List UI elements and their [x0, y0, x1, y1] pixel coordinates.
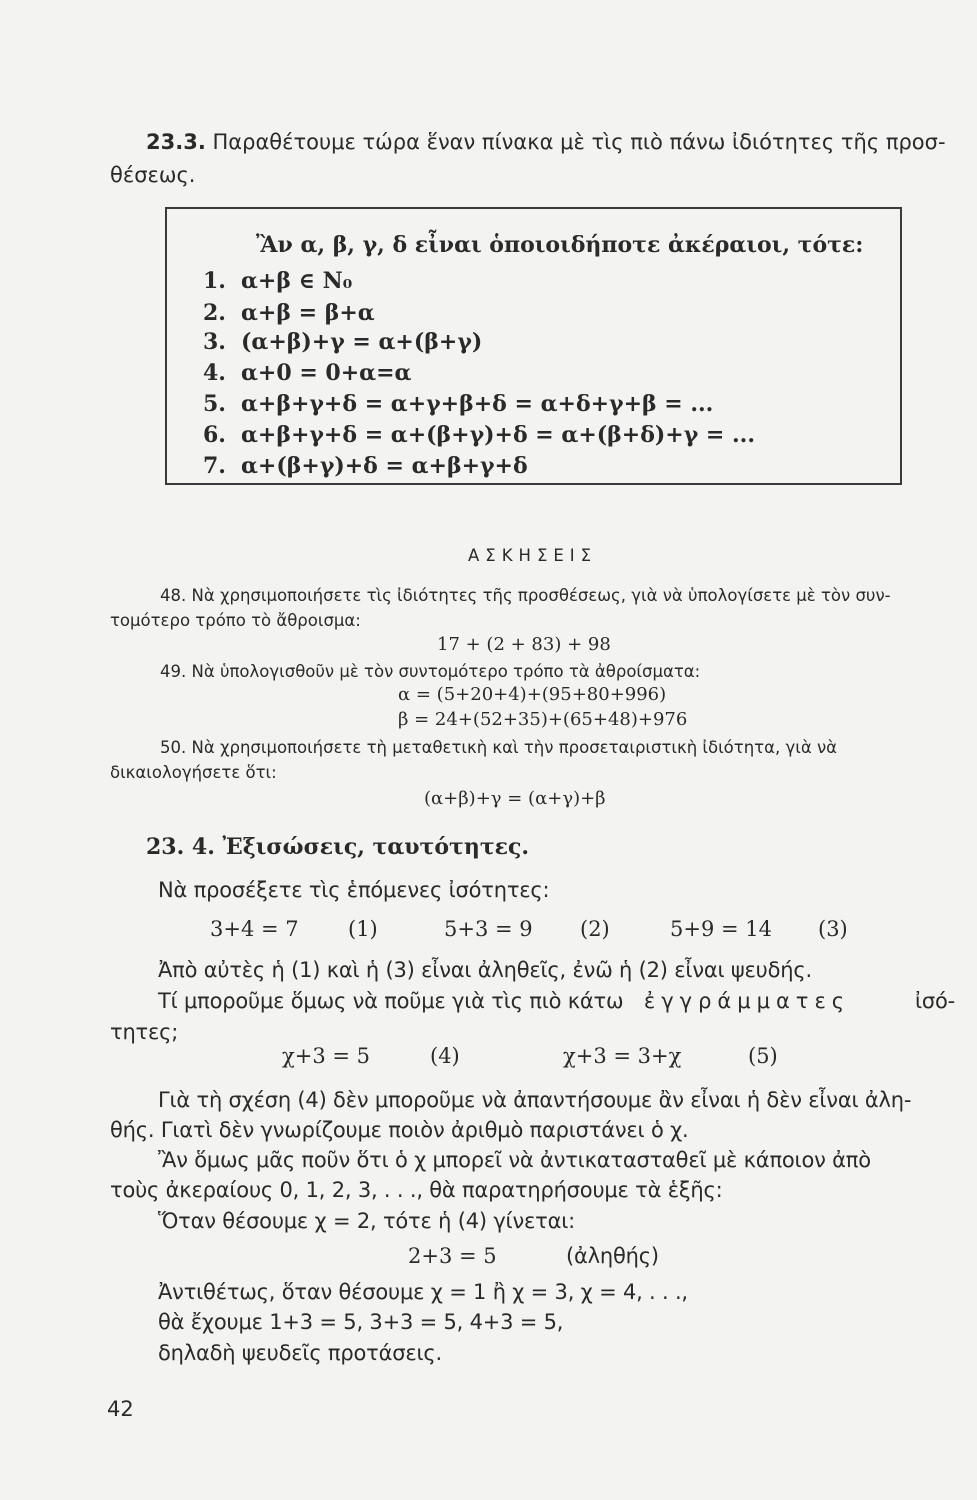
table-row: 1. α+β ∈ N₀ [203, 268, 353, 294]
exercise-49-formula-a: α = (5+20+4)+(95+80+996) [398, 684, 667, 705]
equation-4-label: (4) [430, 1044, 460, 1068]
section-text: Παραθέτουμε τώρα ἕναν πίνακα μὲ τὶς πιὸ πάνω ἰδιότητες τῆς προσ- [212, 130, 946, 154]
paragraph-4-line1: Γιὰ τὴ σχέση (4) δὲν μποροῦμε νὰ ἀπαντήσουμε ἂν εἶναι ἡ δὲν εἶναι ἀλη- [158, 1088, 912, 1112]
paragraph-2: Ἀπὸ αὐτὲς ἡ (1) καὶ ἡ (3) εἶναι ἀληθεῖς, ἐνῶ ἡ (2) εἶναι ψευδής. [158, 958, 812, 982]
paragraph-7: Ἀντιθέτως, ὅταν θέσουμε χ = 1 ἢ χ = 3, χ = 4, . . ., [158, 1280, 688, 1304]
section-23-3-line2: θέσεως. [110, 163, 196, 187]
paragraph-1: Νὰ προσέξετε τὶς ἑπόμενες ἰσότητες: [158, 878, 550, 902]
equation-1-label: (1) [348, 917, 378, 941]
page-number: 42 [107, 1397, 134, 1421]
paragraph-3: Τί μποροῦμε ὅμως νὰ ποῦμε γιὰ τὶς πιὸ κάτω ἐγγράμματες [158, 989, 851, 1013]
exercise-50-line1: 50. Νὰ χρησιμοποιήσετε τὴ μεταθετικὴ καὶ τὴν προσεταιριστικὴ ἰδιότητα, γιὰ νὰ [160, 738, 838, 757]
exercise-50-line2: δικαιολογήσετε ὅτι: [110, 763, 277, 782]
paragraph-9: δηλαδὴ ψευδεῖς προτάσεις. [158, 1341, 442, 1365]
equation-3: 5+9 = 14 [670, 917, 772, 941]
equation-5: χ+3 = 3+χ [563, 1044, 682, 1068]
exercise-48-line1: 48. Νὰ χρησιμοποιήσετε τὶς ἰδιότητες τῆς προσθέσεως, γιὰ νὰ ὑπολογίσετε μὲ τὸν συν- [160, 586, 891, 605]
equation-1: 3+4 = 7 [210, 917, 299, 941]
emphasized-word: ἐγγράμματες [643, 989, 851, 1013]
table-row: 2. α+β = β+α [203, 300, 375, 326]
equation-2-label: (2) [580, 917, 610, 941]
exercise-49-formula-b: β = 24+(52+35)+(65+48)+976 [398, 709, 688, 730]
paragraph-5-line1: Ἂν ὅμως μᾶς ποῦν ὅτι ὁ χ μπορεῖ νὰ ἀντικατασταθεῖ μὲ κάποιον ἀπὸ [158, 1148, 871, 1172]
exercise-48-line2: τομότερο τρόπο τὸ ἄθροισμα: [110, 611, 361, 630]
equation-6-note: (ἀληθής) [566, 1244, 659, 1268]
equation-2: 5+3 = 9 [444, 917, 533, 941]
table-row: 6. α+β+γ+δ = α+(β+γ)+δ = α+(β+δ)+γ = ... [203, 422, 755, 448]
section-23-4-heading: 23. 4. Ἐξισώσεις, ταυτότητες. [146, 834, 530, 860]
section-23-3-line1 [146, 130, 946, 154]
paragraph-5-line2: τοὺς ἀκεραίους 0, 1, 2, 3, . . ., θὰ παρατηρήσουμε τὰ ἑξῆς: [110, 1178, 723, 1202]
paragraph-8: θὰ ἔχουμε 1+3 = 5, 3+3 = 5, 4+3 = 5, [158, 1310, 564, 1334]
equation-6: 2+3 = 5 [408, 1244, 497, 1268]
exercise-49-line1: 49. Νὰ ὑπολογισθοῦν μὲ τὸν συντομότερο τρόπο τὰ ἀθροίσματα: [160, 662, 701, 681]
exercises-heading: ΑΣΚΗΣΕΙΣ [468, 546, 598, 565]
exercise-50-formula: (α+β)+γ = (α+γ)+β [424, 788, 606, 809]
section-number: 23.3. [146, 130, 206, 154]
exercise-48-formula: 17 + (2 + 83) + 98 [437, 634, 611, 655]
table-title: Ἂν α, β, γ, δ εἶναι ὁποιοιδήποτε ἀκέραιοι, τότε: [256, 232, 864, 258]
paragraph-4-line2: θής. Γιατὶ δὲν γνωρίζουμε ποιὸν ἀριθμὸ παριστάνει ὁ χ. [110, 1118, 689, 1142]
paragraph-3-end: τητες; [110, 1020, 179, 1044]
equation-4: χ+3 = 5 [282, 1044, 370, 1068]
table-row: 7. α+(β+γ)+δ = α+β+γ+δ [203, 453, 528, 479]
table-row: 5. α+β+γ+δ = α+γ+β+δ = α+δ+γ+β = ... [203, 391, 714, 417]
table-row: 3. (α+β)+γ = α+(β+γ) [203, 329, 483, 355]
table-row: 4. α+0 = 0+α=α [203, 360, 412, 386]
paragraph-6: Ὅταν θέσουμε χ = 2, τότε ἡ (4) γίνεται: [158, 1209, 575, 1233]
equation-5-label: (5) [748, 1044, 778, 1068]
equation-3-label: (3) [818, 917, 848, 941]
paragraph-3-hyphen: ἰσό- [915, 989, 956, 1013]
